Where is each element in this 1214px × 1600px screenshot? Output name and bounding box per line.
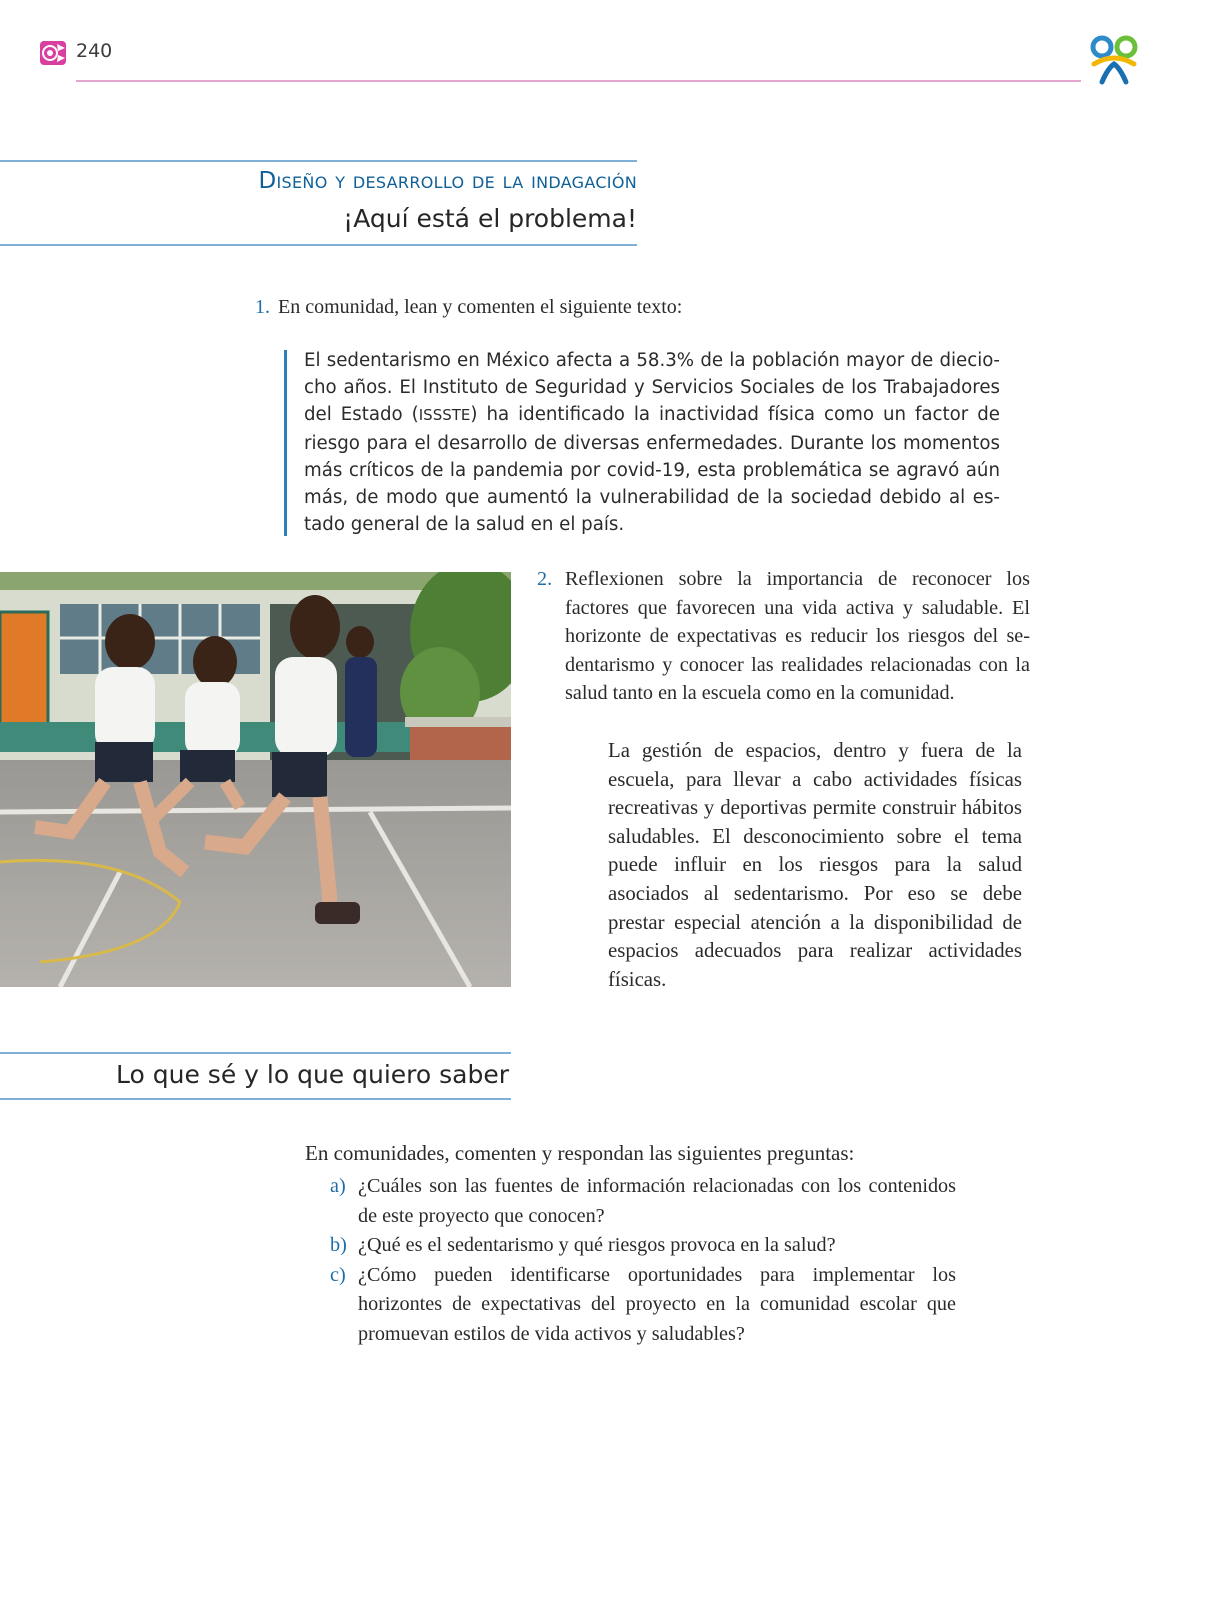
quoted-text [304,347,1000,538]
activity-item-1 [255,296,682,319]
series-logo-icon [1088,34,1140,86]
question-text: ¿Qué es el sedentarismo y qué riesgos provoca en la salud? [358,1234,836,1256]
section-subtitle: ¡Aquí está el problema! [343,204,637,233]
students-running-photo [0,572,511,987]
questions-list [330,1172,956,1349]
section-title-top-rule [0,160,637,162]
question-label: c) [330,1263,346,1286]
question-item [330,1231,956,1261]
question-text: ¿Cuáles son las fuentes de información relacionadas con los contenidos de este proyecto que conocen? [358,1175,956,1227]
item-number: 2. [537,568,553,590]
activity-item-2 [537,565,1030,708]
question-item [330,1261,956,1350]
quote-bar [284,350,287,536]
section-title: Diseño y desarrollo de la indagación [258,168,637,194]
callout-text: La gestión de espacios, dentro y fuera de la escuela, para llevar a cabo actividades físicas recreativas y deportivas permite construir hábitos saludables. El desconocimiento sobre el tema puede influir en los riesgos para la salud asociados al sedentarismo. Por eso se debe prestar especial atención a la disponibilidad de espacios adecuados para realizar actividades físicas. [608,739,1022,991]
question-text: ¿Cómo pueden identificarse oportunidades para implementar los horizontes de expectativas del proyecto en la comunidad escolar que promuevan estilos de vida activos y saludables? [358,1263,956,1345]
section-title-bottom-rule [0,244,637,246]
question-item [330,1172,956,1231]
quote-part-1: El sedentarismo en México afecta a 58.3% de la población mayor de dieciocho años. El Instituto de Seguridad y Servicios Sociales de los Trabajadores del Estado ( [304,350,1000,426]
item-number: 1. [255,296,270,318]
section2-bottom-rule [0,1098,511,1100]
item-text: Reflexionen sobre la importancia de reconocer los factores que favorecen una vida activa y saludable. El horizonte de expectativas es reducir los riesgos del sedentarismo y conocer las realidades relacionadas con la salud tanto en la escuela como en la comunidad. [565,568,1030,705]
section2-title: Lo que sé y lo que quiero saber [116,1060,509,1089]
section-emblem-icon [38,38,68,68]
item-text: En comunidad, lean y comenten el siguiente texto: [278,296,683,318]
page-number: 240 [76,40,113,62]
question-label: b) [330,1234,347,1256]
quote-acronym: ISSSTE [418,406,471,425]
quote-part-2: ) ha identificado la inactividad física como un factor de riesgo para el desarrollo de diversas enfermedades. Durante los momentos más críticos de la pandemia por covid-19, esta problemática se agravó aún más, de modo que aumentó la vulnerabilidad de la sociedad debido al estado general de la salud en el país. [304,404,1000,536]
questions-intro: En comunidades, comenten y respondan las siguientes preguntas: [305,1141,855,1165]
section2-top-rule [0,1052,511,1054]
header-divider [76,80,1081,82]
question-label: a) [330,1175,346,1197]
